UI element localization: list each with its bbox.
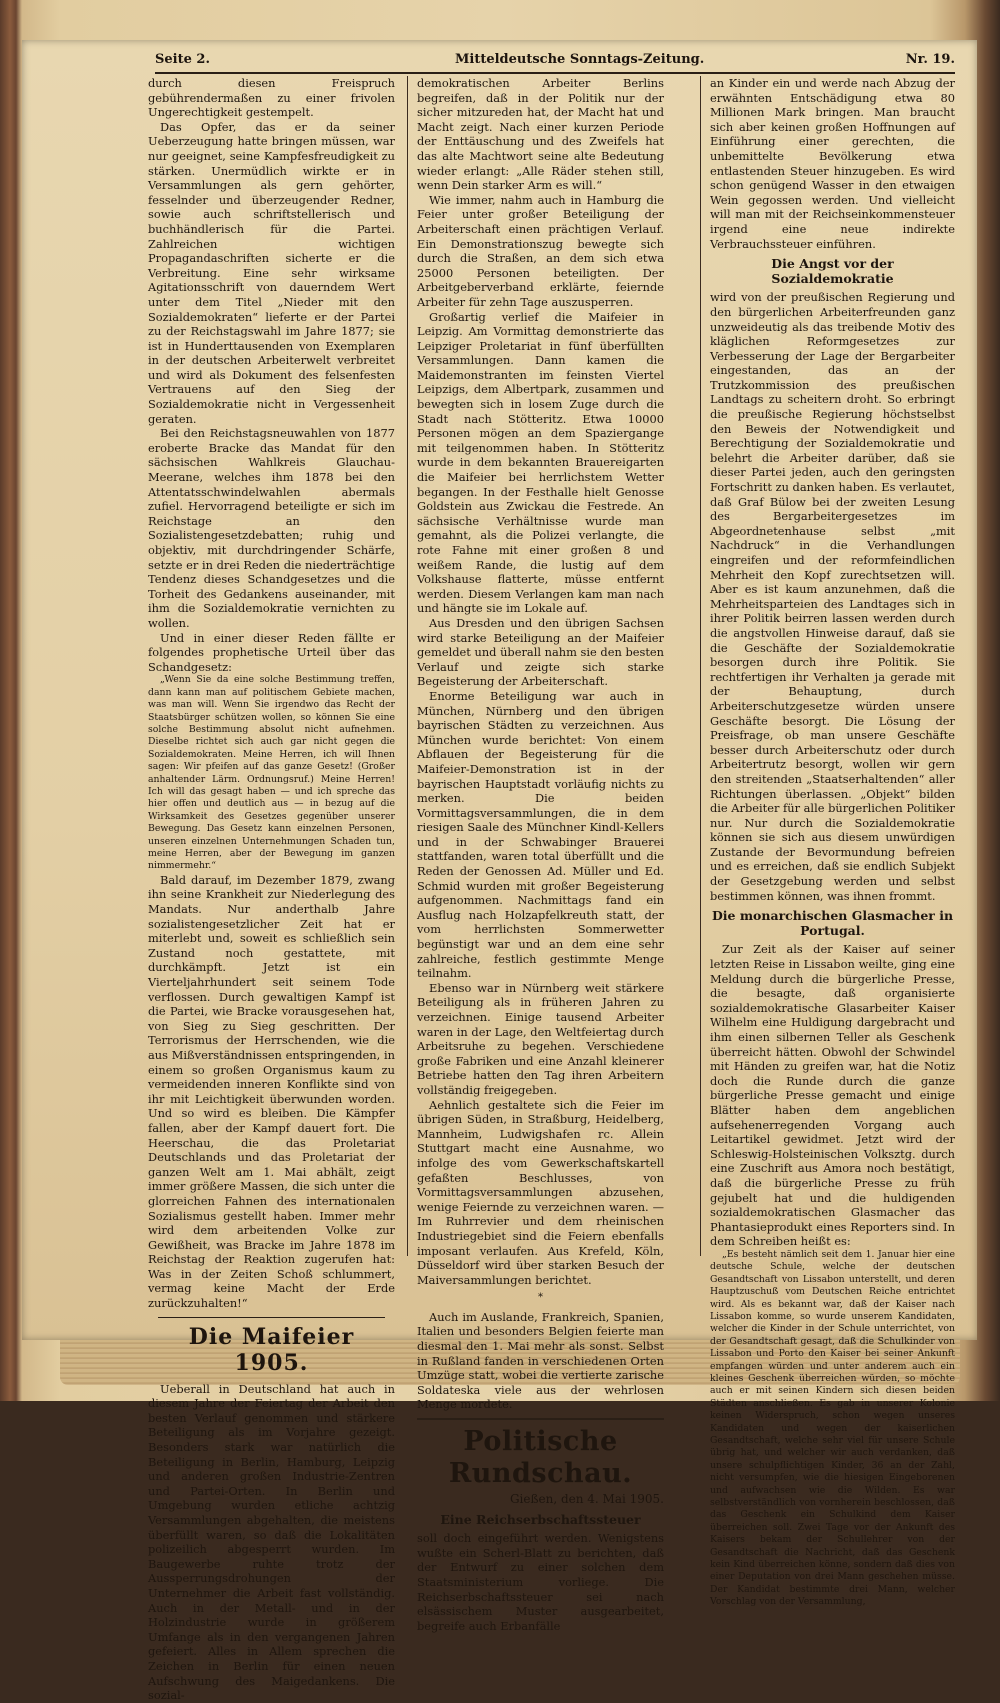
column-1: [148, 76, 395, 1703]
paragraph: Auch im Auslande, Frankreich, Spanien, Italien und besonders Belgien feierte man diesmal den 1. Mai mehr als sonst. Selbst in Rußland fanden in verschiedenen Orten Umzüge statt, wobei die vertierte zarische Soldateska viele aus der wehrlosen Menge mordete.: [417, 1309, 664, 1412]
page-number: Seite 2.: [155, 52, 210, 67]
paragraph: Bald darauf, im Dezember 1879, zwang ihn seine Krankheit zur Niederlegung des Mandats. Nur anderthalb Jahre sozialistengesetzlicher Zeit hat er miterlebt und, soweit es schließlich sein Zustand noch gestattete, mit durchkämpft. Jetzt ist ein Vierteljahrhundert seit seinem Tode verflossen. Durch gewaltigen Kampf ist die Partei, wie Bracke vorausgesehen hat, von Sieg zu Sieg geschritten. Der Terrorismus der Herrschenden, wie die aus Mißverständnissen entspringenden, in einem so großen Organismus kaum zu vermeidenden inneren Konflikte sind von ihr mit Leichtigkeit überwunden worden. Und so wird es bleiben. Die Kämpfer fallen, aber der Kampf dauert fort. Die Heerschau, die das Proletariat Deutschlands und das Proletariat der ganzen Welt am 1. Mai abhält, zeigt immer größere Massen, die sich unter die glorreichen Fahnen des internationalen Sozialismus gestellt haben. Immer mehr wird dem arbeitenden Volke zur Gewißheit, was Bracke im Jahre 1878 im Reichstag der Reaktion zugerufen hat: Was in der Zeiten Schoß schlummert, vermag keine Macht der Erde zurückzuhalten!“: [148, 872, 395, 1311]
paragraph: an Kinder ein und werde nach Abzug der erwähnten Entschädigung etwa 80 Millionen Mark bringen. Man braucht sich aber keinen großen Hoffnungen auf Einführung einer gerechten, die unbemittelte Bevölkerung etwa entlastenden Steuer hinzugeben. Es wird schon genügend Wasser in den etwaigen Wein gegossen werden. Und vielleicht will man mit der Reichseinkommensteuer irgend eine neue indirekte Verbrauchssteuer einführen.: [710, 76, 955, 251]
paragraph: Aus Dresden und den übrigen Sachsen wird starke Beteiligung an der Maifeier gemeldet und überall nahm sie den besten Verlauf und zeigte sich starke Begeisterung der Arbeiterschaft.: [417, 615, 664, 689]
heading-angst: Die Angst vor der Sozialdemokratie: [771, 256, 894, 286]
heading-reichserbschaftssteuer: Eine Reichserbschaftssteuer: [440, 1511, 641, 1527]
divider: [417, 1418, 664, 1420]
newspaper-title: Mitteldeutsche Sonntags-Zeitung.: [455, 52, 705, 67]
page-header: [155, 52, 955, 74]
paragraph: demokratischen Arbeiter Berlins begreifen, daß in der Politik nur der sicher mitzureden hat, der Macht hat und Macht zeigt. Nach einer kurzen Periode der Enttäuschung und des Zweifels hat das alte Machtwort seine alte Bedeutung wieder erlangt: „Alle Räder stehen still, wenn Dein starker Arm es will.“: [417, 76, 664, 193]
column-3: [710, 76, 955, 1609]
heading-politische-rundschau: Politische Rundschau.: [448, 1426, 633, 1490]
paragraph: soll doch eingeführt werden. Wenigstens wußte ein Scherl-Blatt zu berichten, daß der Entwurf zu einer solchen dem Staatsministerium vorliege. Die Reichserbschaftssteuer sei nach elsässischem Muster ausgearbeitet, begreife auch Erbanfälle: [417, 1531, 664, 1633]
quote-paragraph: „Wenn Sie da eine solche Bestimmung treffen, dann kann man auf politischem Gebiete machen, was man will. Wenn Sie irgendwo das Recht der Staatsbürger schützen wollen, so können Sie eine solche Bestimmung absolut nicht aufnehmen. Dieselbe richtet sich auch gar nicht gegen die Sozialdemokraten. Meine Herren, ich will Ihnen sagen: Wir pfeifen auf das ganze Gesetz! (Großer anhaltender Lärm. Ordnungsruf.) Meine Herren! Ich will das gesagt haben — und ich spreche das hier offen und deutlich aus — in bezug auf die Wirksamkeit des Gesetzes gegenüber unserer Bewegung. Das Gesetz kann einzelnen Personen, unseren einzelnen Unternehmungen Schaden tun, meine Herren, aber der Bewegung im ganzen nimmermehr.“: [148, 674, 395, 872]
paragraph: Aehnlich gestaltete sich die Feier im übrigen Süden, in Straßburg, Heidelberg, Mannheim, Ludwigshafen rc. Allein Stuttgart macht eine Ausnahme, wo infolge des vom Gewerkschaftskartell gefaßten Beschlusses, von Vormittagsversammlungen abzusehen, wenige Feiernde zu verzeichnen waren. — Im Ruhrrevier und dem rheinischen Industriegebiet sind die Feiern ebenfalls imposant verlaufen. Aus Krefeld, Köln, Düsseldorf wird über starken Besuch der Maiversammlungen berichtet.: [417, 1097, 664, 1287]
divider: [158, 1317, 385, 1318]
paragraph: Zur Zeit als der Kaiser auf seiner letzten Reise in Lissabon weilte, ging eine Meldung durch die bürgerliche Presse, die besagte, daß organisierte sozialdemokratische Glasarbeiter Kaiser Wilhelm eine Huldigung dargebracht und ihm einen silbernen Teller als Geschenk überreicht hätten. Obwohl der Schwindel mit Händen zu greifen war, hat die Notiz doch die Runde durch die ganze bürgerliche Presse gemacht und einige Blätter haben dem angeblichen aufsehenerregenden Vorgang auch Leitartikel gewidmet. Jetzt wird der Schleswig-Holsteinischen Volksztg. durch eine Zuschrift aus Amora noch bestätigt, daß die bürgerliche Presse zu früh gejubelt hat und die huldigenden sozialdemokratischen Glasmacher das Phantasieprodukt eines Reporters sind. In dem Schreiben heißt es:: [710, 942, 955, 1249]
heading-glasmacher: Die monarchischen Glasmacher in Portugal.: [711, 908, 954, 938]
paragraph: Das Opfer, das er da seiner Ueberzeugung hatte bringen müssen, war nur geeignet, seine Kampfesfreudigkeit zu stärken. Unermüdlich wirkte er in Versammlungen als gern gehörter, fesselnder und überzeugender Redner, sowie auch schriftstellerisch und buchhändlerisch für die Partei. Zahlreichen wichtigen Propagandaschriften sicherte er die Verbreitung. Eine sehr wirksame Agitationsschrift von dauerndem Wert unter dem Titel „Nieder mit den Sozialdemokraten“ lieferte er der Partei zu der Reichstagswahl im Jahre 1877; sie ist in Hunderttausenden von Exemplaren in der deutschen Arbeiterwelt verbreitet und wird als Dokument des felsenfesten Vertrauens auf den Sieg der Sozialdemokratie nicht in Vergessenheit geraten.: [148, 119, 395, 426]
header-rule: [155, 72, 955, 74]
dateline: Gießen, den 4. Mai 1905.: [509, 1492, 664, 1507]
paragraph: Ueberall in Deutschland hat auch in diesem Jahre der Feiertag der Arbeit den besten Verlauf genommen und stärkere Beteiligung als im Vorjahre gezeigt. Besonders stark war natürlich die Beteiligung in Berlin, Hamburg, Leipzig und anderen großen Industrie-Zentren und Partei-Orten. In Berlin und Umgebung wurden etliche achtzig Versammlungen abgehalten, die meistens überfüllt waren, so daß die Lokalitäten polizeilich abgesperrt wurden. Im Baugewerbe ruhte trotz der Aussperrungsdrohungen der Unternehmer die Arbeit fast vollständig. Auch in der Metall- und in der Holzindustrie wurde in größerem Umfange als in den vergangenen Jahren gefeiert. Alles in Allem sprechen die Zeichen in Berlin für einen neuen Aufschwung des Maigedankens. Die sozial-: [148, 1381, 395, 1703]
paragraph: Und in einer dieser Reden fällte er folgendes prophetische Urteil über das Schandgesetz:: [148, 630, 395, 674]
heading-maifeier: Die Maifeier 1905.: [188, 1323, 355, 1376]
paragraph: wird von der preußischen Regierung und den bürgerlichen Arbeiterfreunden ganz unzweideutig als das treibende Motiv des kläglichen Reformgesetzes zur Verbesserung der Lage der Bergarbeiter eingestanden, das an der Trutzkommission des preußischen Landtags zu scheitern droht. So erbringt die preußische Regierung höchstselbst den Beweis der Notwendigkeit und Berechtigung der Sozialdemokratie und belehrt die Arbeiter darüber, daß sie dieser Partei jeden, auch den geringsten Fortschritt zu danken haben. Es verlautet, daß Graf Bülow bei der zweiten Lesung des Bergarbeitergesetzes im Abgeordnetenhause selbst „mit Nachdruck“ in die Verhandlungen eingreifen und der reformfeindlichen Mehrheit den Kopf zurechtsetzen will. Aber es ist kaum anzunehmen, daß die Mehrheitsparteien des Landtages sich in ihrer Politik beirren lassen werden durch die angstvollen Hinweise darauf, daß sie die Geschäfte der Sozialdemokratie besorgen durch ihre Politik. Sie rechtfertigen ihr Verhalten ja gerade mit der Behauptung, durch Arbeiterschutzgesetze würden unsere Geschäfte besorgt. Die Lösung der Preisfrage, ob man unsere Geschäfte besser durch Arbeiterschutz oder durch Arbeitertrutz besorgt, wollen wir gern den streitenden „Staatserhaltenden“ aller Richtungen überlassen. „Objekt“ bilden die Arbeiter für alle bürgerlichen Politiker nur. Nur durch die Sozialdemokratie können sie sich aus diesem unwürdigen Zustande der Bevormundung befreien und es erreichen, daß sie endlich Subjekt der Gesetzgebung werden und selbst bestimmen können, was ihnen frommt.: [710, 290, 955, 903]
paragraph: Großartig verlief die Maifeier in Leipzig. Am Vormittag demonstrierte das Leipziger Proletariat in fünf überfüllten Versammlungen. Dann kamen die Maidemonstranten im feinsten Viertel Leipzigs, dem Albertpark, zusammen und bewegten sich in losem Zuge durch die Stadt nach Stötteritz. Etwa 10000 Personen mögen an dem Spaziergange mit teilgenommen haben. In Stötteritz wurde in dem bekannten Brauereigarten die Maifeier bei herrlichstem Wetter begangen. In der Festhalle hielt Genosse Goldstein aus Zwickau die Festrede. An sächsische Verhältnisse wurde man gemahnt, als die Polizei verlangte, die rote Fahne mit einer großen 8 und weißem Rande, die lustig auf dem Volkshause flatterte, müsse entfernt werden. Diesem Verlangen kam man nach und hängte sie im Lokale auf.: [417, 309, 664, 616]
paragraph: Ebenso war in Nürnberg weit stärkere Beteiligung als in früheren Jahren zu verzeichnen. Einige tausend Arbeiter waren in der Lage, den Weltfeiertag durch Arbeitsruhe zu begehen. Verschiedene große Fabriken und eine Anzahl kleinerer Betriebe hatten den Tag ihren Arbeitern vollständig freigegeben.: [417, 980, 664, 1097]
paragraph: Enorme Beteiligung war auch in München, Nürnberg und den übrigen bayrischen Städten zu verzeichnen. Aus München wurde berichtet: Von einem Abflauen der Begeisterung für die Maifeier-Demonstration ist in der bayrischen Hauptstadt vorläufig nichts zu merken. Die beiden Vormittagsversammlungen, die in dem riesigen Saale des Münchner Kindl-Kellers und in der Schwabinger Brauerei stattfanden, waren total überfüllt und die Reden der Genossen Ad. Müller und Ed. Schmid wurden mit großer Begeisterung aufgenommen. Nachmittags fand ein Ausflug nach Holzapfelkreuth statt, der vom herrlichsten Sommerwetter begünstigt war und an dem eine sehr zahlreiche, festlich gestimmte Menge teilnahm.: [417, 688, 664, 981]
section-star: *: [538, 1292, 543, 1304]
column-divider: [700, 76, 701, 1256]
paragraph: durch diesen Freispruch gebührendermaßen zu einer frivolen Ungerechtigkeit gestempelt.: [148, 76, 395, 120]
issue-number: Nr. 19.: [905, 52, 955, 67]
quote-paragraph: „Es besteht nämlich seit dem 1. Januar hier eine deutsche Schule, welche der deutschen Gesandtschaft von Lissabon unterstellt, und deren Hauptzuschuß vom Deutschen Reiche entrichtet wird. Als es bekannt war, daß der Kaiser nach Lissabon komme, so wurde unserem Kandidaten, welcher die Kinder in der Schule unterrichtet, von der Gesandtschaft gesagt, daß die Schulkinder von Lissabon und Porto den Kaiser bei seiner Ankunft empfangen würden und unter anderem auch ein kleines Geschenk überreichen würden, so möchte auch er mit seinen Kindern sich diesen beiden Städten anschließen. Es gab in unserer Kolonie keinen Widerspruch, schon wegen unseres Kandidaten und wegen der kaiserlichen Gesandtschaft, welche sehr viel für unsere Schule übrig hat, und welcher wir auch verdanken, daß unsere schulpflichtigen Kinder, 36 an der Zahl, nicht versumpfen, wie die hiesigen Eingeborenen und aufwachsen wie die Wilden. Es war selbstverständlich von vornherein beschlossen, daß das Geschenk ein Schulkind dem Kaiser überreichen soll. Zwei Tage vor der Ankunft des Kaisers bekam der Schullehrer von der Gesandtschaft die Nachricht, daß das Geschenk kein Kind überreichen könne, sondern daß dies von einer Deputation von drei Mann geschehen müsse. Der Kandidat bestimmte drei Mann, welcher Vorschlag von der Versammlung,: [710, 1248, 955, 1608]
column-2: [417, 76, 664, 1633]
paragraph: Wie immer, nahm auch in Hamburg die Feier unter großer Beteiligung der Arbeiterschaft einen prächtigen Verlauf. Ein Demonstrationszug bewegte sich durch die Straßen, an dem sich etwa 25000 Personen beteiligten. Der Arbeitgeberverband erklärte, feiernde Arbeiter für zehn Tage auszusperren.: [417, 192, 664, 309]
column-divider: [407, 76, 408, 1256]
paragraph: Bei den Reichstagsneuwahlen von 1877 eroberte Bracke das Mandat für den sächsischen Wahlkreis Glauchau-Meerane, welches ihm 1878 bei den Attentatsschwindelwahlen abermals zufiel. Hervorragend beteiligte er sich im Reichstage an den Sozialistengesetzdebatten; ruhig und objektiv, mit durchdringender Schärfe, setzte er in drei Reden die niederträchtige Tendenz dieses Schandgesetzes und die Torheit des Gedankens auseinander, mit ihm die Sozialdemokratie vernichten zu wollen.: [148, 426, 395, 630]
